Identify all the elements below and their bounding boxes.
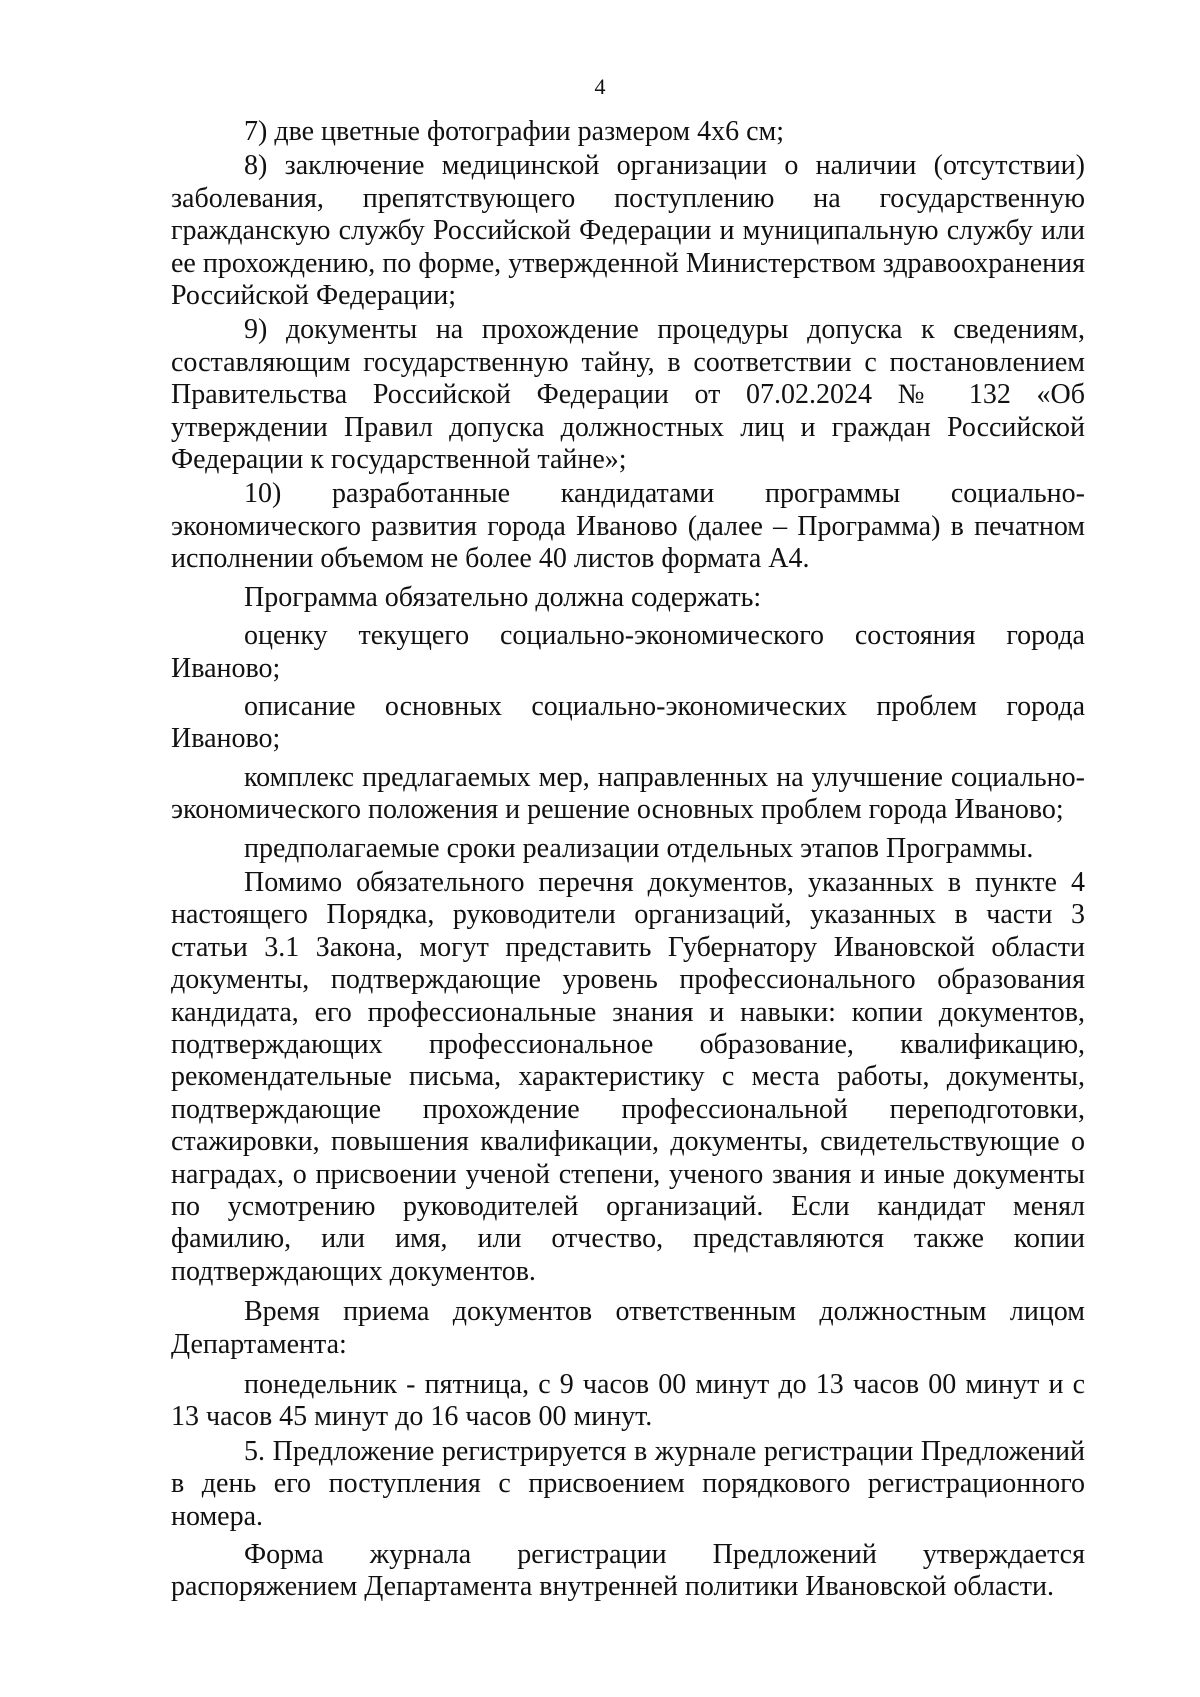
paragraph-program-contents: Программа обязательно должна содержать:	[244, 581, 762, 613]
paragraph-item-10-program: 10) разработанные кандидатами программы социально-экономического развития города Иваново (далее – Программа) в печатном исполнении объемом не более 40 листов формата А4.	[171, 478, 1085, 575]
paragraph-timeline: предполагаемые сроки реализации отдельных этапов Программы.	[244, 832, 1034, 864]
paragraph-problems: описание основных социально-экономических проблем города Иваново;	[171, 690, 1085, 755]
paragraph-item-9-secrecy: 9) документы на прохождение процедуры допуска к сведениям, составляющим государственную тайну, в соответствии с постановлением Правительства Российской Федерации от 07.02.2024 № 132 «Об утверждении Правил допуска должностных лиц и граждан Российской Федерации к государственной тайне»;	[171, 314, 1085, 476]
paragraph-item-5-registration: 5. Предложение регистрируется в журнале регистрации Предложений в день его поступления с присвоением порядкового регистрационного номера.	[171, 1435, 1085, 1532]
paragraph-item-7-photos: 7) две цветные фотографии размером 4х6 см;	[244, 116, 784, 147]
paragraph-measures: комплекс предлагаемых мер, направленных на улучшение социально-экономического положения и решение основных проблем города Иваново;	[171, 761, 1085, 826]
paragraph-additional-documents: Помимо обязательного перечня документов, указанных в пункте 4 настоящего Порядка, руководители организаций, указанных в части 3 статьи 3.1 Закона, могут представить Губернатору Ивановской области документы, подтверждающие уровень профессионального образования кандидата, его профессиональные знания и навыки: копии документов, подтверждающих профессиональное образование, квалификацию, рекомендательные письма, характеристику с места работы, документы, подтверждающие прохождение профессиональной переподготовки, стажировки, повышения квалификации, документы, свидетельствующие о наградах, о присвоении ученой степени, ученого звания и иные документы по усмотрению руководителей организаций. Если кандидат менял фамилию, или имя, или отчество, представляются также копии подтверждающих документов.	[171, 866, 1085, 1287]
paragraph-journal-form: Форма журнала регистрации Предложений утверждается распоряжением Департамента внутренней политики Ивановской области.	[171, 1539, 1085, 1603]
page-number: 4	[594, 74, 606, 99]
paragraph-reception-time: Время приема документов ответственным должностным лицом Департамента:	[171, 1296, 1085, 1360]
paragraph-item-8-medical: 8) заключение медицинской организации о наличии (отсутствии) заболевания, препятствующего поступлению на государственную гражданскую службу Российской Федерации и муниципальную службу или ее прохождению, по форме, утвержденной Министерством здравоохранения Российской Федерации;	[171, 150, 1085, 312]
paragraph-assessment: оценку текущего социально-экономического состояния города Иваново;	[171, 620, 1085, 684]
paragraph-schedule: понедельник - пятница, с 9 часов 00 минут до 13 часов 00 минут и с 13 часов 45 минут до 16 часов 00 минут.	[171, 1369, 1085, 1433]
document-body	[171, 116, 1085, 1604]
